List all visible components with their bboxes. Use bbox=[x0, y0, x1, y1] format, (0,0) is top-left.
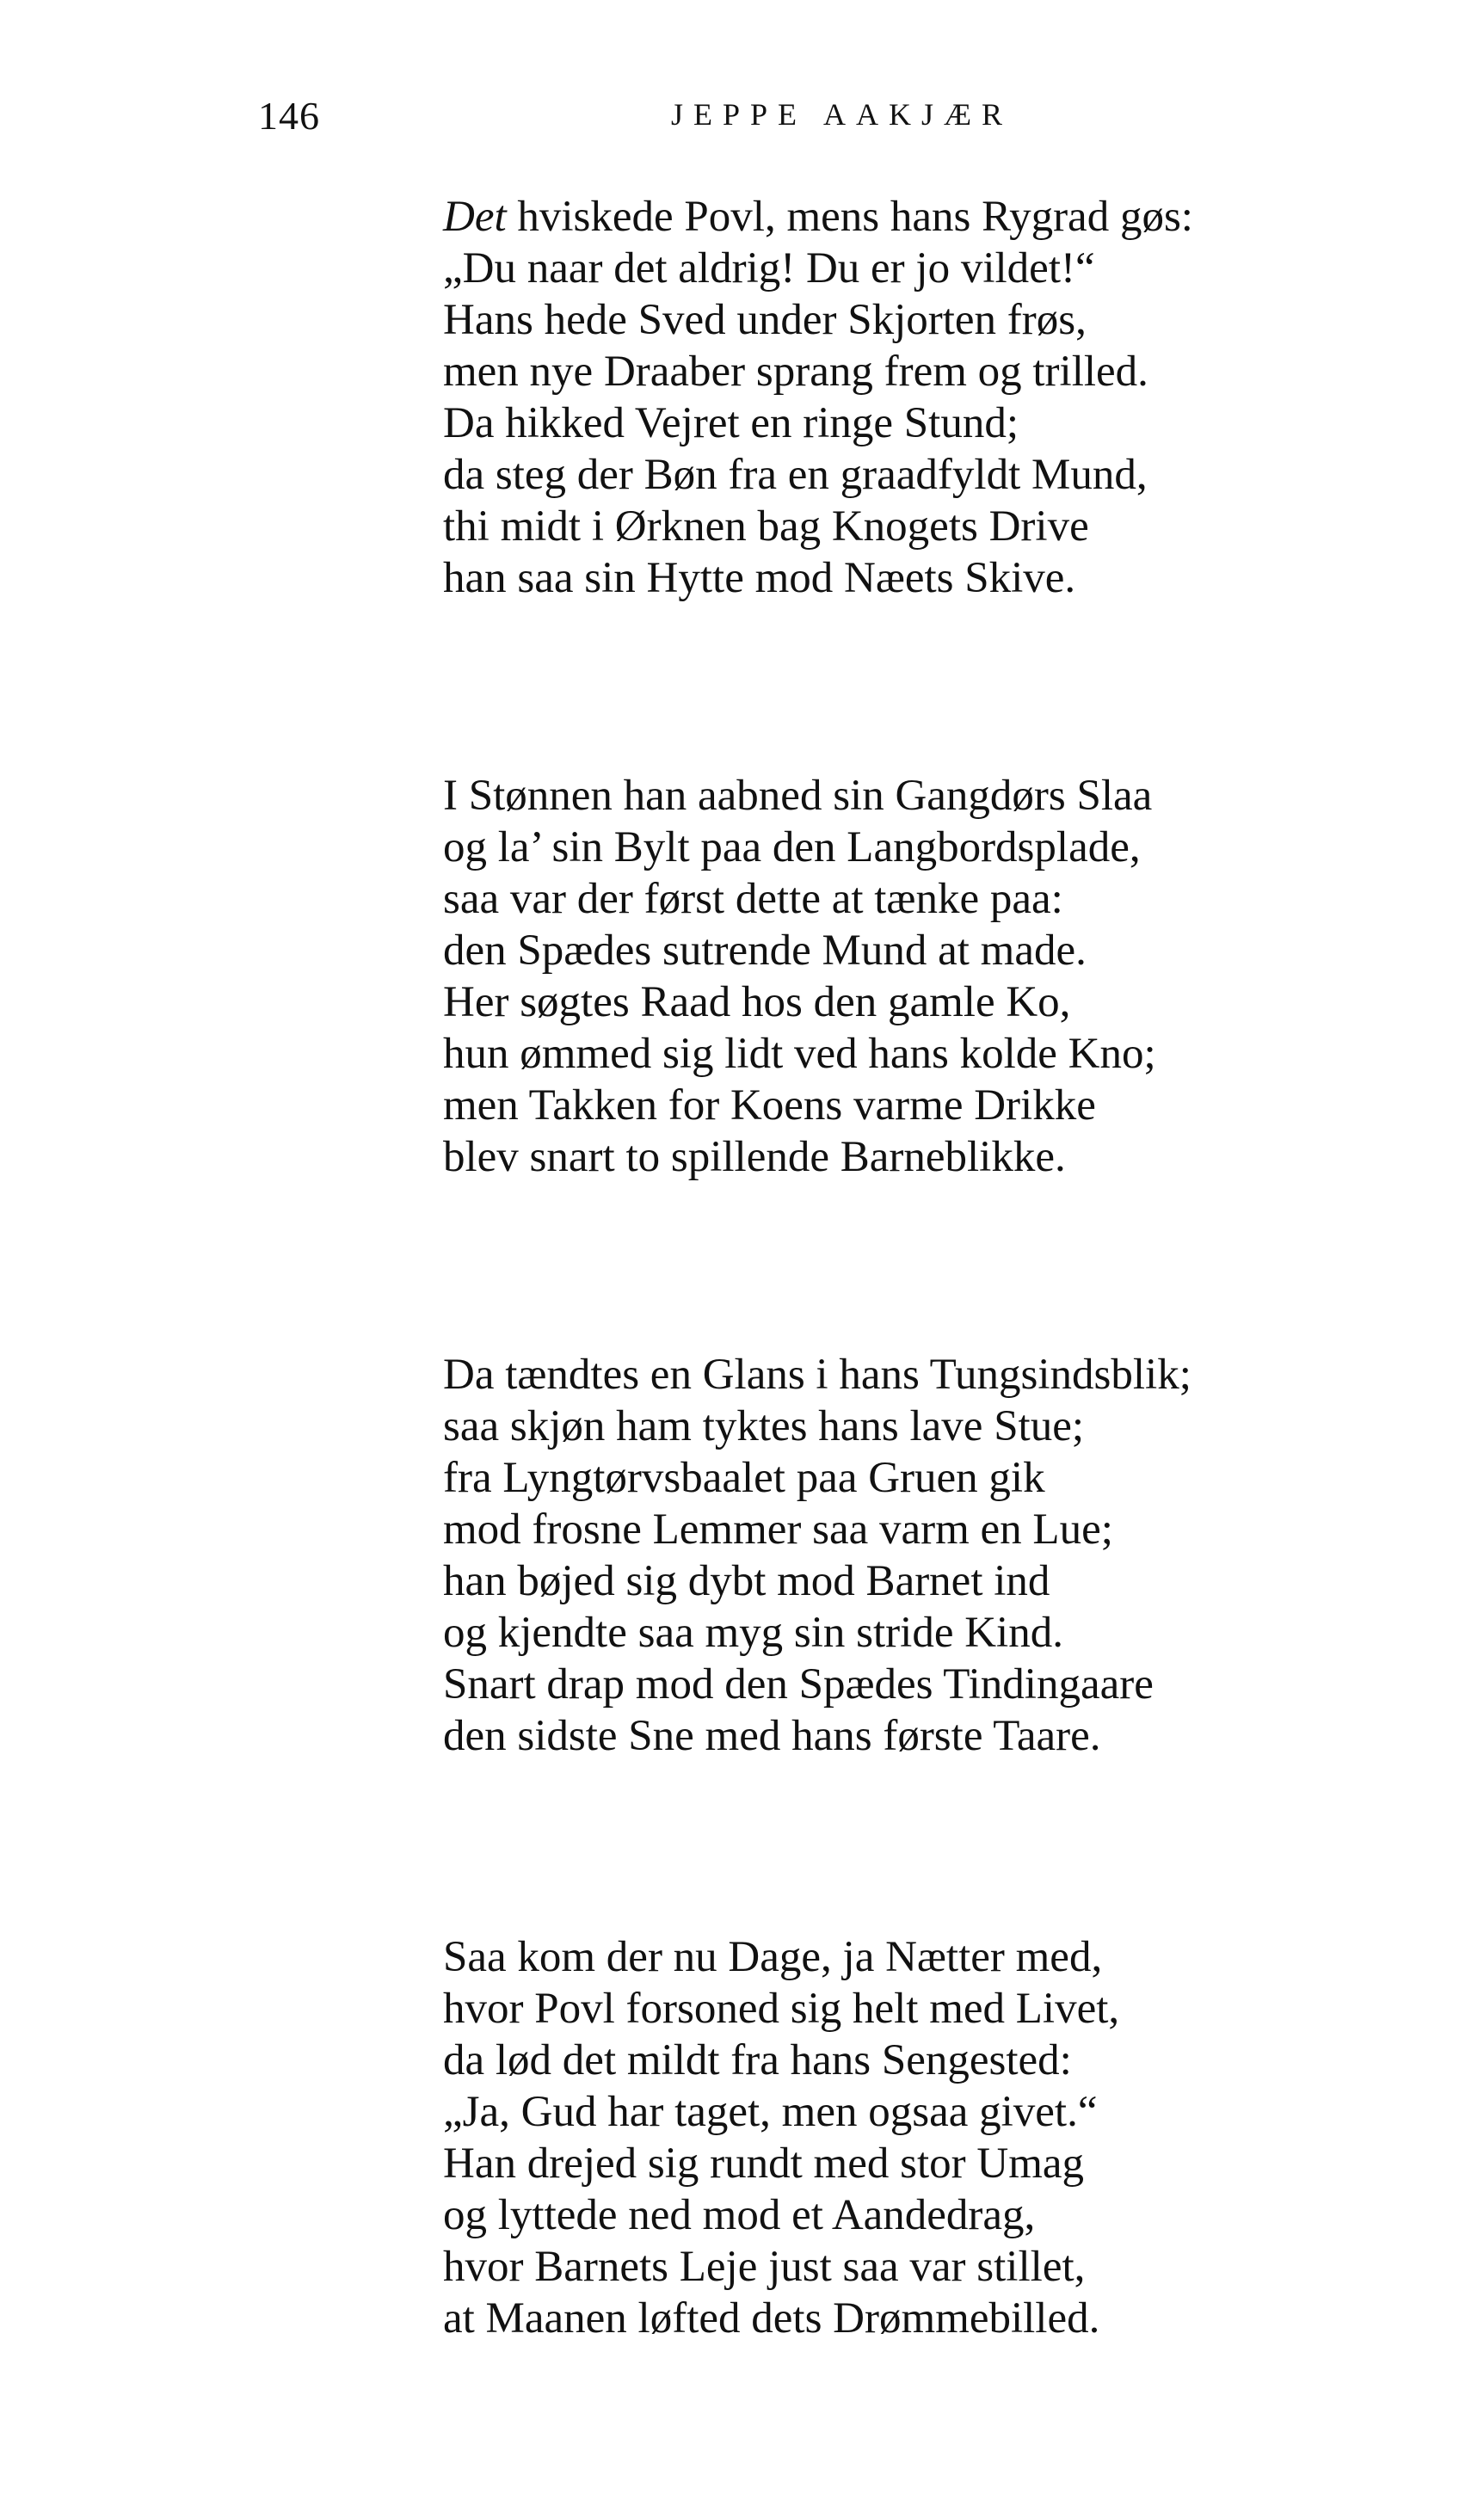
running-title: JEPPE AAKJÆR bbox=[671, 97, 1013, 132]
poem-line bbox=[443, 191, 1432, 243]
page-number: 146 bbox=[258, 94, 320, 138]
poem-line: I Stønnen han aabned sin Gangdørs Slaa bbox=[443, 772, 1153, 820]
poem-line: thi midt i Ørknen bag Knogets Drive bbox=[443, 502, 1089, 551]
poem-line: hvor Povl forsoned sig helt med Livet, bbox=[443, 1985, 1120, 2033]
poem-line: Saa kom der nu Dage, ja Nætter med, bbox=[443, 1933, 1103, 1981]
poem-line: men nye Draaber sprang frem og trilled. bbox=[443, 348, 1148, 396]
poem-line: saa skjøn ham tyktes hans lave Stue; bbox=[443, 1402, 1085, 1450]
poem-line: fra Lyngtørvsbaalet paa Gruen gik bbox=[443, 1454, 1045, 1502]
poem-line: Hans hede Sved under Skjorten frøs, bbox=[443, 296, 1087, 344]
poem-line: Snart drap mod den Spædes Tindingaare bbox=[443, 1660, 1154, 1709]
poem-line: han saa sin Hytte mod Næets Skive. bbox=[443, 554, 1076, 602]
poem-line: „Du naar det aldrig! Du er jo vildet!“ bbox=[443, 244, 1095, 292]
stanza-1 bbox=[443, 191, 1432, 604]
poem-line: Da tændtes en Glans i hans Tungsindsblik; bbox=[443, 1351, 1192, 1399]
poem-line: Han drejed sig rundt med stor Umag bbox=[443, 2140, 1085, 2188]
poem-line: hun ømmed sig lidt ved hans kolde Kno; bbox=[443, 1030, 1156, 1078]
poem-line: Da hikked Vejret en ringe Stund; bbox=[443, 399, 1019, 447]
stanza-4 bbox=[443, 1931, 1432, 2344]
poem-line: saa var der først dette at tænke paa: bbox=[443, 875, 1063, 923]
poem-line: den sidste Sne med hans første Taare. bbox=[443, 1712, 1101, 1760]
page-header bbox=[258, 93, 1290, 145]
poem-line: blev snart to spillende Barneblikke. bbox=[443, 1133, 1066, 1181]
stanza-3 bbox=[443, 1349, 1432, 1762]
poem-line: han bøjed sig dybt mod Barnet ind bbox=[443, 1557, 1050, 1605]
stanza-2 bbox=[443, 770, 1432, 1183]
poem-line: „Ja, Gud har taget, men ogsaa givet.“ bbox=[443, 2088, 1098, 2136]
poem-line: Her søgtes Raad hos den gamle Ko, bbox=[443, 978, 1071, 1026]
poem-line: men Takken for Koens varme Drikke bbox=[443, 1081, 1096, 1130]
poem-line: og kjendte saa myg sin stride Kind. bbox=[443, 1609, 1063, 1657]
line-text: hviskede Povl, mens hans Rygrad gøs: bbox=[506, 193, 1193, 241]
poem-line: og lyttede ned mod et Aandedrag, bbox=[443, 2191, 1036, 2239]
poem-line: hvor Barnets Leje just saa var stillet, bbox=[443, 2243, 1086, 2291]
poem-line: at Maanen løfted dets Drømmebilled. bbox=[443, 2294, 1100, 2343]
italic-lead-word: Det bbox=[443, 193, 507, 241]
poem-line: da lød det mildt fra hans Sengested: bbox=[443, 2036, 1072, 2084]
poem-line: da steg der Bøn fra en graadfyldt Mund, bbox=[443, 451, 1148, 499]
poem-line: den Spædes sutrende Mund at made. bbox=[443, 927, 1087, 975]
poem-line: mod frosne Lemmer saa varm en Lue; bbox=[443, 1505, 1113, 1554]
poem-line: og la’ sin Bylt paa den Langbordsplade, bbox=[443, 823, 1141, 871]
